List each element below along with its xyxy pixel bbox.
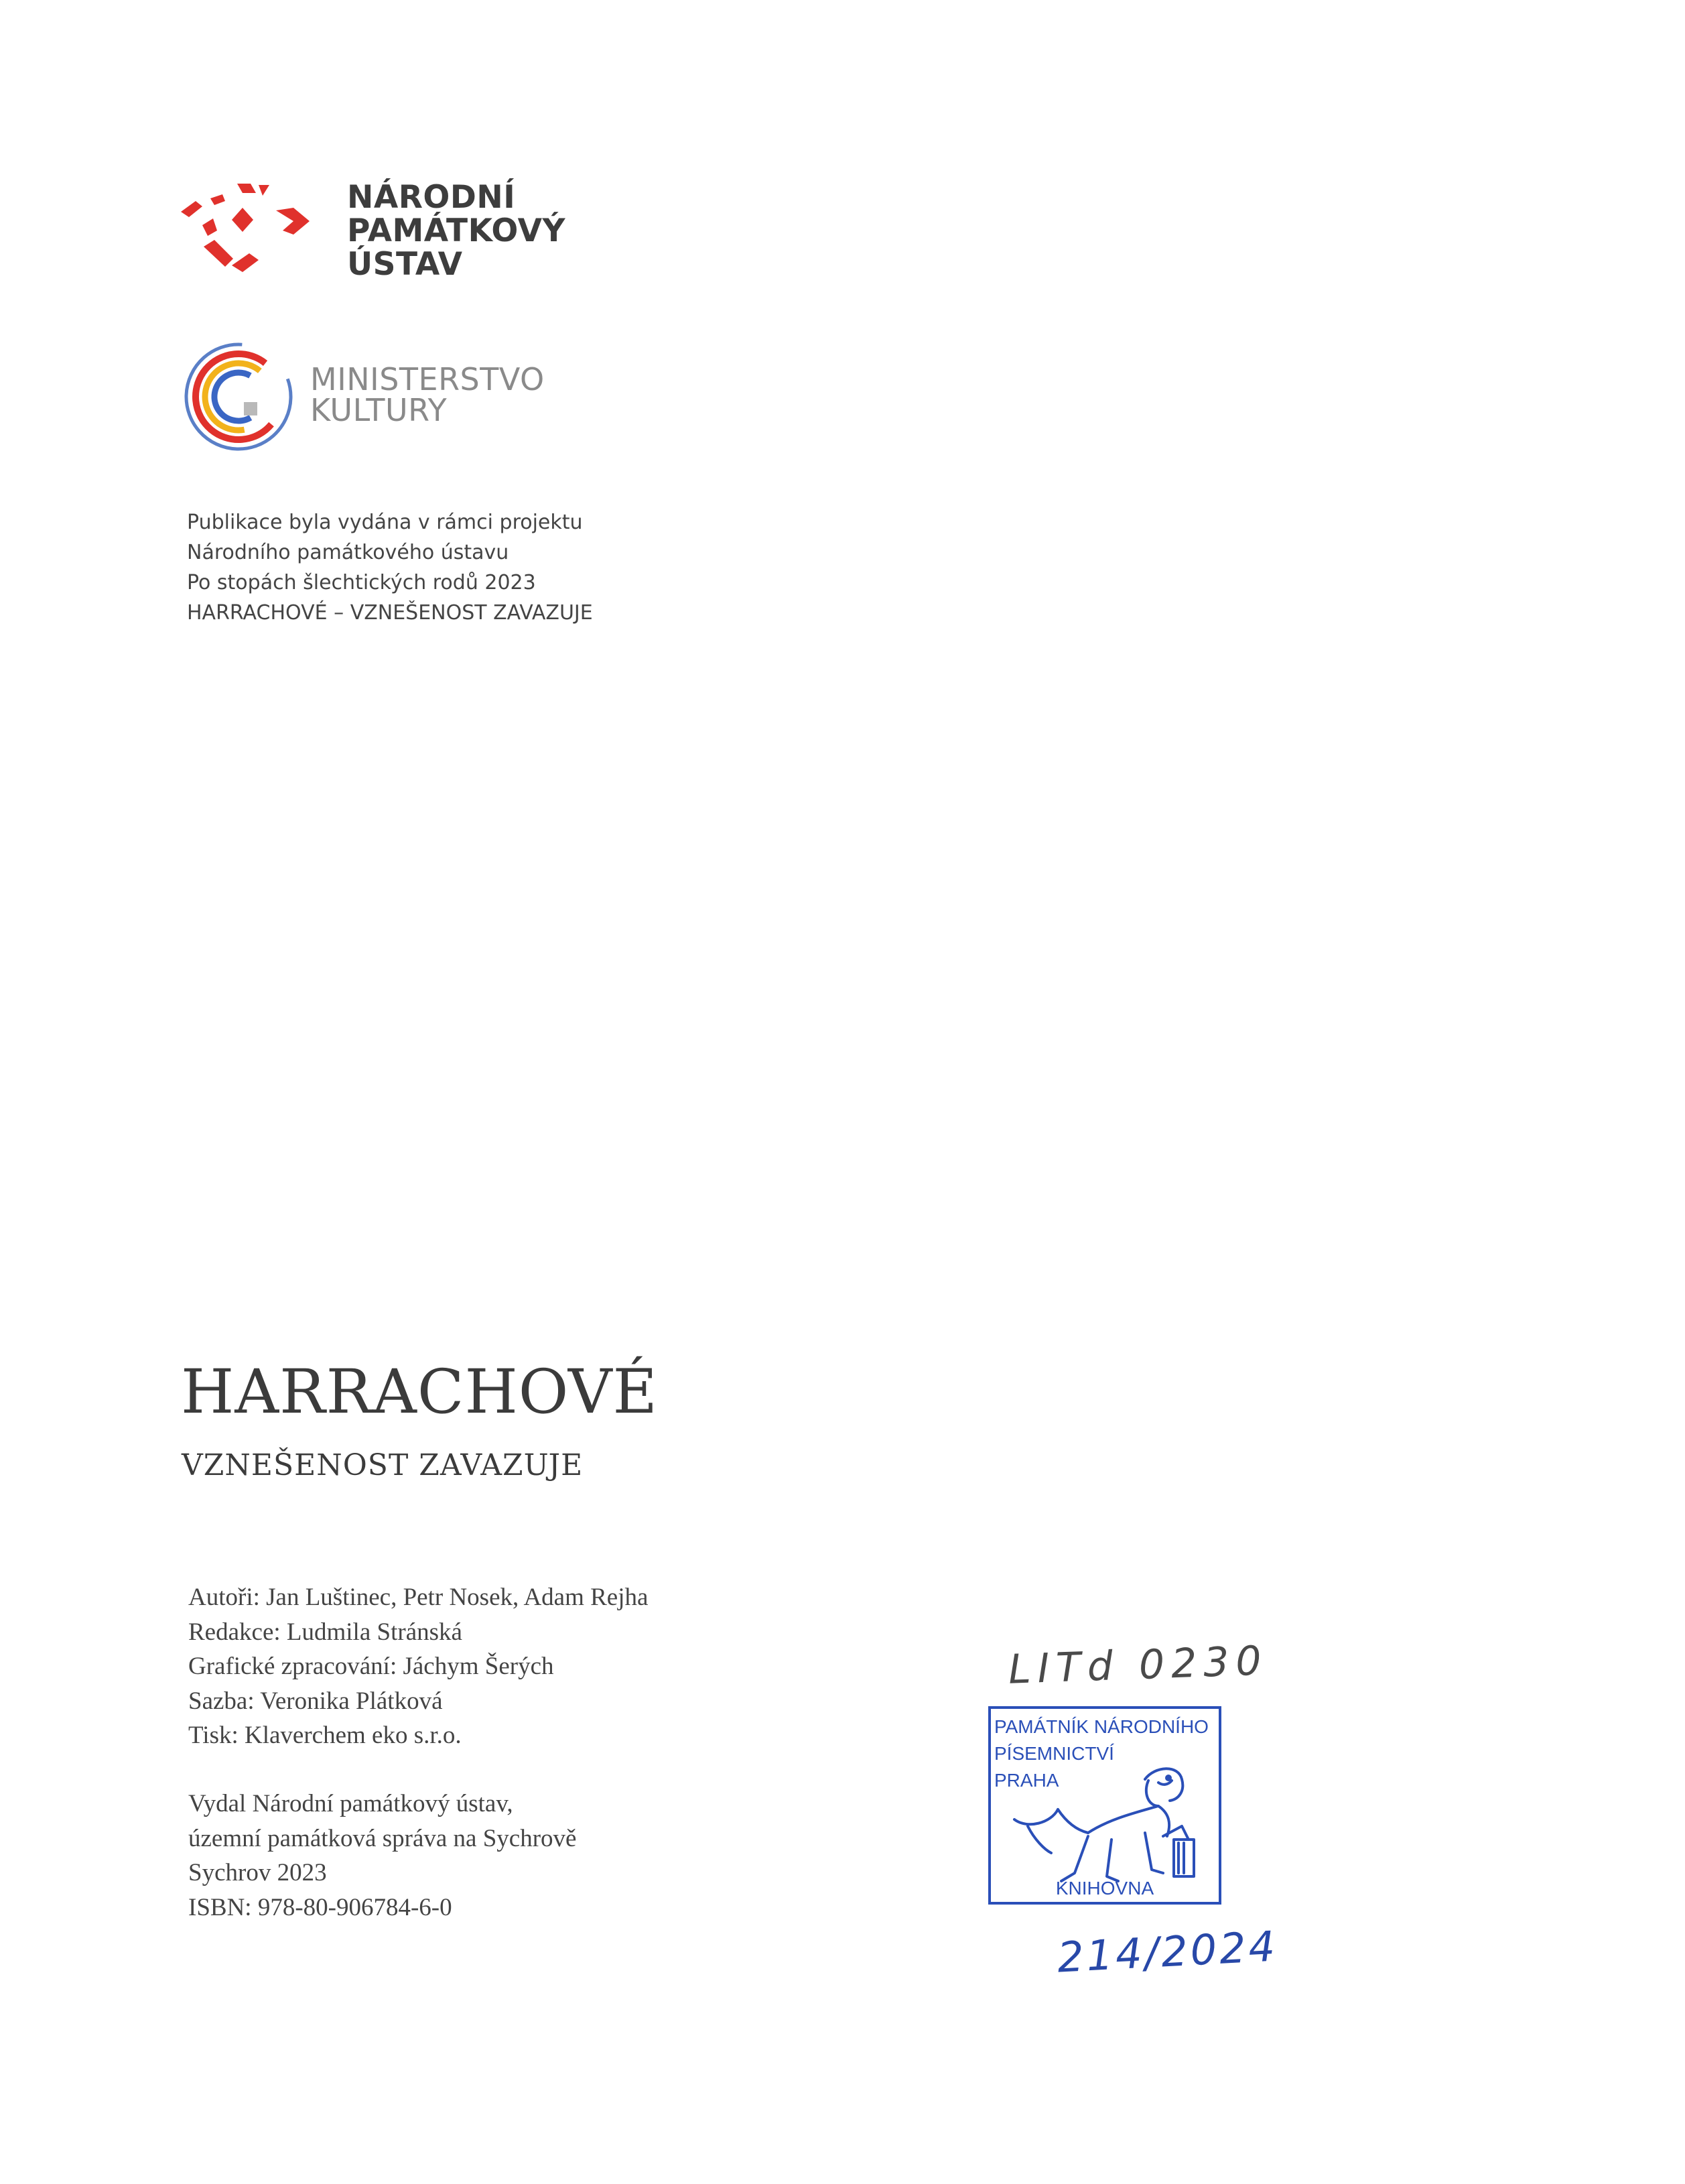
book-subtitle: VZNEŠENOST ZAVAZUJE	[182, 1448, 584, 1482]
credit-line: Redakce: Ludmila Stránská	[188, 1618, 462, 1646]
stamp-footer: KNIHOVNA	[1055, 1878, 1154, 1899]
credit-line: Sazba: Veronika Plátková	[188, 1687, 443, 1715]
credit-line: Autoři: Jan Luštinec, Petr Nosek, Adam Rejha	[188, 1584, 649, 1611]
project-note-line: Publikace byla vydána v rámci projektu	[187, 511, 583, 534]
stamp-line: PÍSEMNICTVÍ	[994, 1743, 1114, 1764]
project-note-line: HARRACHOVÉ – VZNEŠENOST ZAVAZUJE	[187, 601, 593, 625]
npu-logo-line: PAMÁTKOVÝ	[347, 212, 565, 249]
credits-block	[188, 1580, 648, 1753]
ministry-logo-line: KULTURY	[310, 392, 448, 428]
publisher-line: Sychrov 2023	[188, 1859, 327, 1886]
project-note-line: Po stopách šlechtických rodů 2023	[187, 571, 536, 594]
ministry-logo-text	[310, 361, 545, 428]
npu-logo-line: NÁRODNÍ	[347, 179, 516, 216]
publisher-line: územní památková správa na Sychrově	[188, 1824, 577, 1852]
credit-line: Grafické zpracování: Jáchym Šerých	[188, 1653, 554, 1680]
isbn-line: ISBN: 978-80-906784-6-0	[188, 1893, 452, 1921]
project-note-line: Národního památkového ústavu	[187, 541, 509, 564]
credit-line: Tisk: Klaverchem eko s.r.o.	[188, 1722, 462, 1749]
project-note	[187, 507, 593, 628]
stamp-line: PRAHA	[994, 1770, 1059, 1791]
npu-logo-line: ÚSTAV	[347, 246, 463, 283]
book-title: HARRACHOVÉ	[181, 1357, 658, 1427]
npu-logo-icon	[176, 181, 323, 288]
library-stamp	[988, 1706, 1222, 1905]
publisher-line: Vydal Národní památkový ústav,	[188, 1790, 513, 1817]
stamp-line: PAMÁTNÍK NÁRODNÍHO	[994, 1716, 1209, 1737]
publisher-block	[188, 1787, 576, 1925]
npu-logo-text	[347, 181, 565, 281]
ministry-logo-icon	[182, 340, 295, 453]
ministry-logo-line: MINISTERSTVO	[310, 361, 545, 397]
handwritten-signature-number: LITd 0230	[1007, 1637, 1269, 1693]
handwritten-accession-number: 214/2024	[1056, 1921, 1279, 1982]
